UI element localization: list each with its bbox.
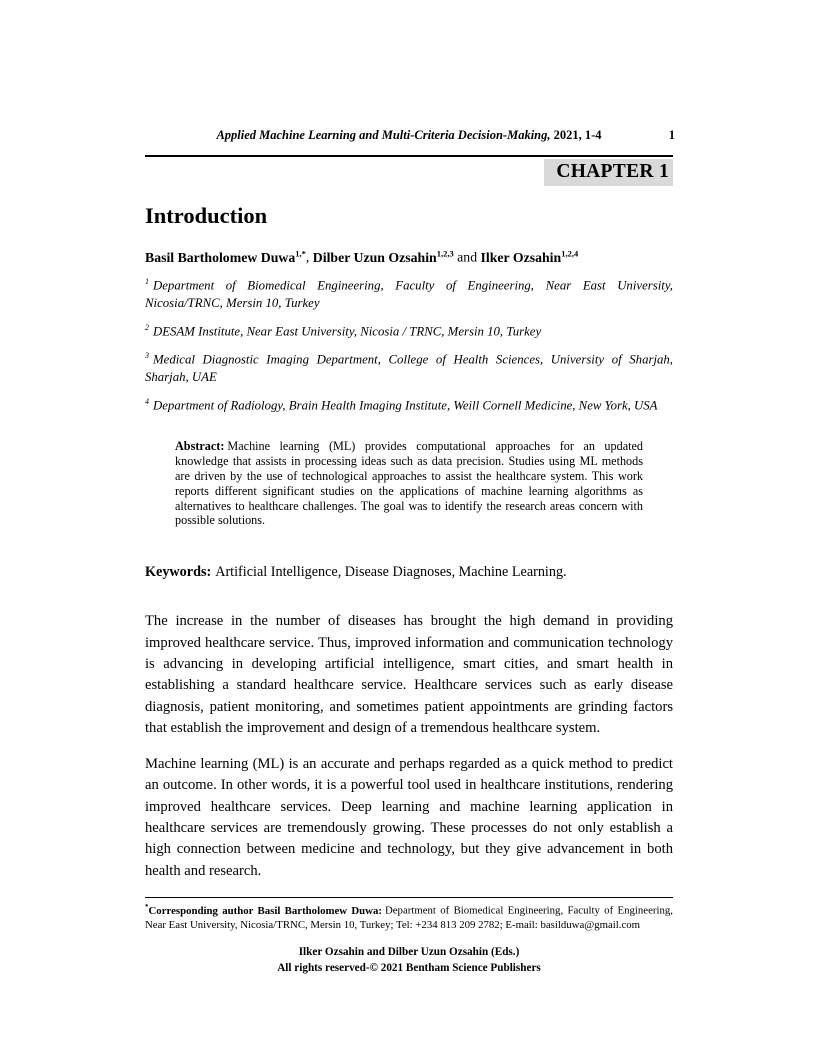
body-paragraph-1: The increase in the number of diseases has brought the high demand in providing improved healthcare service. Thus, improved information and communication technology is advancing in developing artificial intelligence, smart cities, and smart health in establishing a standard healthcare service. Healthcare services such as early disease diagnosis, patient monitoring, and sometimes patient appointments are grinding factors that establish the improvement and design of a tremendous healthcare system. (145, 613, 673, 736)
editors-line: Ilker Ozsahin and Dilber Uzun Ozsahin (Eds.) (298, 945, 520, 958)
page-title: Introduction (145, 203, 268, 228)
abstract-label: Abstract: (175, 439, 225, 454)
footnote-label: Corresponding author Basil Bartholomew Duwa: (148, 904, 382, 917)
page-content (145, 128, 673, 976)
keywords-text: Artificial Intelligence, Disease Diagnoses, Machine Learning. (215, 564, 567, 581)
body-paragraph-2: Machine learning (ML) is an accurate and perhaps regarded as a quick method to predict an outcome. In other words, it is a powerful tool used in healthcare institutions, rendering improved healthcare services. Deep learning and machine learning application in healthcare services are tremendously growing. These processes do not only establish a high connection between medicine and technology, but they give advancement in both health and research. (145, 756, 673, 879)
author-byline (145, 248, 673, 266)
chapter-row (145, 159, 673, 186)
abstract-block (175, 439, 643, 528)
body-text (145, 611, 673, 882)
keywords-label: Keywords: (145, 564, 212, 581)
footnote-rule (145, 897, 673, 898)
affiliation-2: $^2$ DESAM Institute, Near East University, Nicosia / TRNC, Mersin 10, Turkey (145, 322, 542, 338)
publisher-block (145, 944, 673, 976)
keywords-block (145, 564, 673, 581)
abstract-text: Machine learning (ML) provides computational approaches for an updated knowledge that assists in processing ideas such as data precision. Studies using ML methods are driven by the use of technological approaches to assist the healthcare system. This work reports different significant studies on the applications of machine learning algorithms as alternatives to healthcare challenges. The goal was to identify the research areas concern with possible solutions. (175, 439, 643, 528)
corresponding-author-footnote (145, 903, 673, 933)
journal-meta: 2021, 1-4 (550, 128, 602, 142)
byline-separator-2: and (453, 249, 481, 265)
page-number: 1 (668, 128, 675, 142)
author-affil-marks-3: 1,2,4 (561, 248, 579, 258)
author-name-3: Ilker Ozsahin$^{1,2,4}$ (480, 248, 579, 265)
footnote-text: Department of Biomedical Engineering, Faculty of Engineering, Near East University, Nicosia/TRNC, Mersin 10, Turkey; Tel: +234 813 209 2782; E-mail: basilduwa@gmail.com (145, 904, 673, 932)
affiliations-list (145, 276, 673, 416)
affiliation-3: $^3$ Medical Diagnostic Imaging Department, College of Health Sciences, University of Sharjah, Sharjah, UAE (145, 350, 673, 385)
running-head (145, 128, 673, 144)
author-name-1: Basil Bartholomew Duwa$^{1,*}$ (145, 248, 306, 265)
author-affil-marks-2: 1,2,3 (436, 248, 454, 258)
byline-separator-1: , (305, 249, 313, 265)
affiliation-4: $^4$ Department of Radiology, Brain Health Imaging Institute, Weill Cornell Medicine, New York, USA (145, 396, 658, 413)
affiliation-1: $^1$ Department of Biomedical Engineering, Faculty of Engineering, Near East University, Nicosia/TRNC, Mersin 10, Turkey (145, 276, 673, 310)
rights-line: All rights reserved-© 2021 Bentham Science Publishers (277, 961, 541, 974)
author-name-2: Dilber Uzun Ozsahin$^{1,2,3}$ (312, 248, 454, 265)
top-rule (145, 155, 673, 157)
author-affil-marks-1: 1,* (295, 248, 306, 258)
footnote-marker: * (145, 902, 149, 911)
chapter-label: CHAPTER 1 (544, 159, 673, 186)
journal-title: Applied Machine Learning and Multi-Criteria Decision-Making, (216, 128, 551, 142)
